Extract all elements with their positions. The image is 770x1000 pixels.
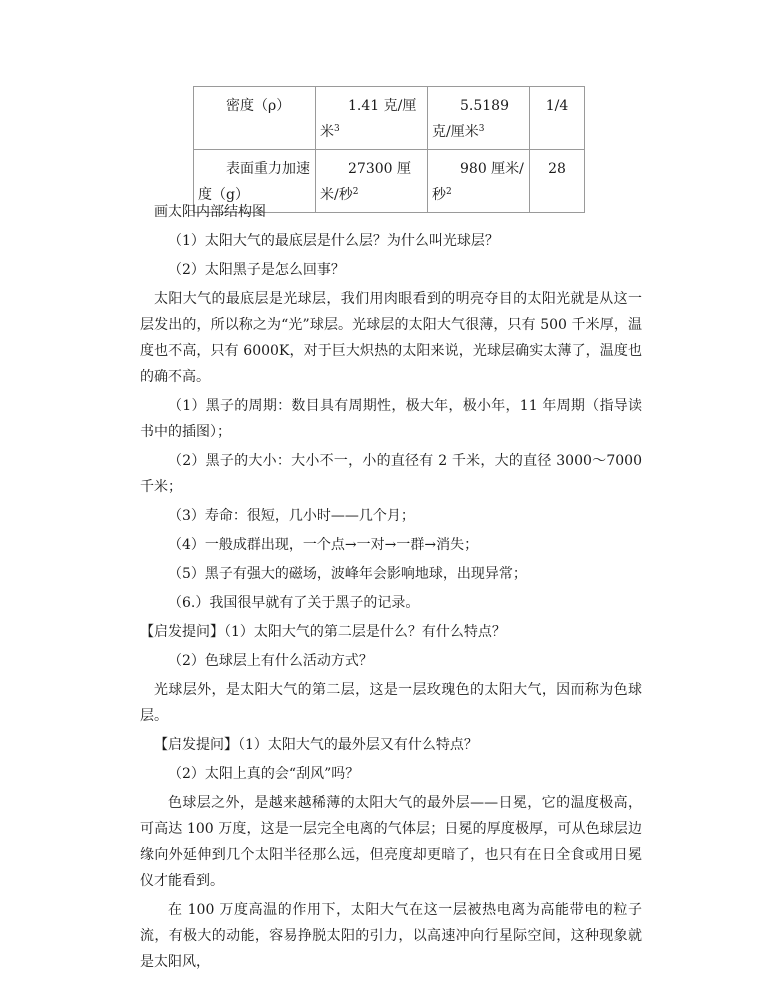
paragraph: 太阳大气的最底层是光球层，我们用肉眼看到的明亮夺目的太阳光就是从这一层发出的，所以称之为“光”球层。光球层的太阳大气很薄，只有 500 千米厚，温度也不高，只有 6000K，对于巨大炽热的太阳来说，光球层确实太薄了，温度也的确不高。 xyxy=(140,291,642,385)
earth-value: 5.5189 克/厘米 xyxy=(432,98,509,140)
sun-value: 27300 厘米/秒 xyxy=(320,161,411,203)
unit-exponent: 2 xyxy=(352,187,359,197)
paragraph: （2）色球层上有什么活动方式？ xyxy=(168,653,373,669)
earth-value: 980 厘米/秒 xyxy=(432,161,524,203)
paragraph: （6.）我国很早就有了关于黑子的记录。 xyxy=(168,595,420,611)
row-label: 表面重力加速度（g） xyxy=(194,150,316,213)
body-text xyxy=(140,199,642,975)
paragraph: 【启发提问】（1）太阳大气的第二层是什么？有什么特点？ xyxy=(140,624,506,640)
paragraph: （5）黑子有强大的磁场，波峰年会影响地球，出现异常； xyxy=(168,566,527,582)
unit-exponent: 2 xyxy=(446,187,452,197)
paragraph: （3）寿命：很短，几小时——几个月； xyxy=(168,508,415,524)
comparison-table xyxy=(193,86,585,213)
unit-exponent: 3 xyxy=(478,124,485,134)
paragraph: （1）黑子的周期：数目具有周期性，极大年，极小年，11 年周期（指导读书中的插图）； xyxy=(140,398,642,440)
table-row xyxy=(194,87,585,150)
sun-value-cell xyxy=(316,87,428,150)
row-label: 密度（ρ） xyxy=(194,87,316,150)
paragraph: 光球层外，是太阳大气的第二层，这是一层玫瑰色的太阳大气，因而称为色球层。 xyxy=(140,682,642,724)
paragraph: （2）太阳黑子是怎么回事？ xyxy=(168,262,345,278)
earth-value-cell xyxy=(428,87,530,150)
sun-value: 1.41 克/厘米 xyxy=(320,98,417,140)
paragraph: （2）黑子的大小：大小不一，小的直径有 2 千米，大的直径 3000～7000 千米； xyxy=(140,453,642,495)
paragraph: 色球层之外，是越来越稀薄的太阳大气的最外层——日冕，它的温度极高，可高达 100 万度，这是一层完全电离的气体层；日冕的厚度极厚，可从色球层边缘向外延伸到几个太阳半径那么远，但亮度却更暗了，也只有在日全食或用日冕仪才能看到。 xyxy=(140,795,642,889)
ratio-cell: 1/4 xyxy=(530,87,585,150)
paragraph: 画太阳内部结构图 xyxy=(154,204,266,220)
paragraph: （2）太阳上真的会“刮风”吗？ xyxy=(168,766,360,782)
unit-exponent: 3 xyxy=(334,124,340,134)
paragraph: （1）太阳大气的最底层是什么层？为什么叫光球层？ xyxy=(168,233,499,249)
ratio-cell: 28 xyxy=(530,150,585,213)
paragraph: （4）一般成群出现，一个点→一对→一群→消失； xyxy=(168,537,479,553)
paragraph: 在 100 万度高温的作用下，太阳大气在这一层被热电离为高能带电的粒子流，有极大的动能，容易挣脱太阳的引力，以高速冲向行星际空间，这种现象就是太阳风， xyxy=(140,902,642,970)
paragraph: 【启发提问】（1）太阳大气的最外层又有什么特点？ xyxy=(154,737,478,753)
